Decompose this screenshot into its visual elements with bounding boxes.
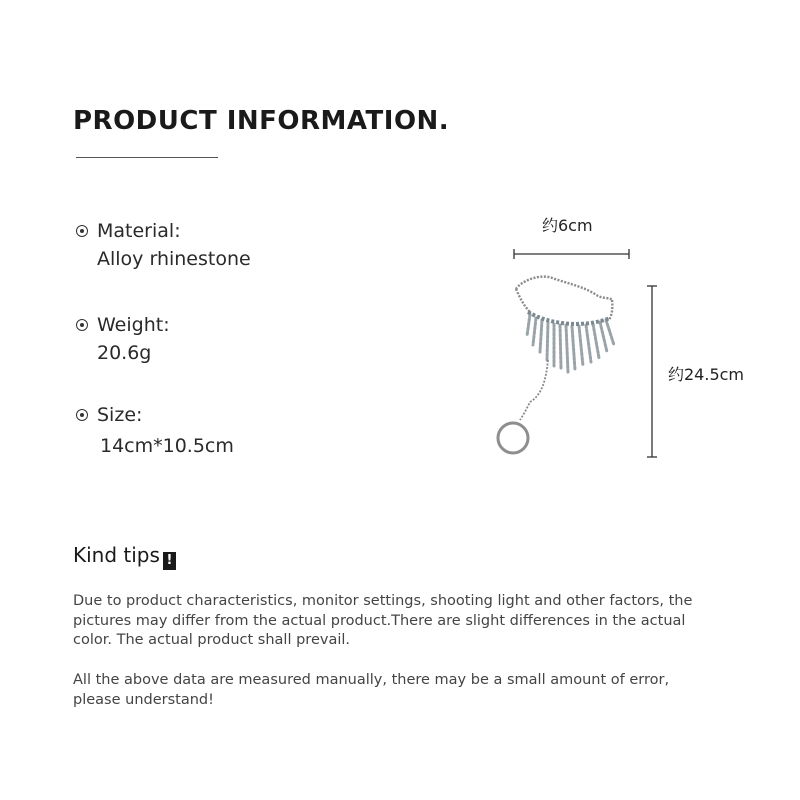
title-divider [76,157,218,158]
bullet-icon [76,409,88,421]
bullet-icon [76,225,88,237]
ring [498,423,528,453]
spec-size [76,404,234,457]
bracelet-band [528,312,610,324]
spec-material-value: Alloy rhinestone [97,248,251,270]
product-illustration [480,240,670,470]
spec-weight-value: 20.6g [97,342,152,364]
spec-size-label: Size: [97,404,143,426]
spec-material [76,220,251,270]
rhinestone-fringe [527,314,614,372]
page-title: PRODUCT INFORMATION. [73,106,450,136]
kind-tips-title: Kind tips [73,543,160,567]
spec-weight-label: Weight: [97,314,170,336]
tips-paragraph-1: Due to product characteristics, monitor settings, shooting light and other factors, the pictures may differ from the actual product.There are slight differences in the actual color. The actual product shall prevail. [73,593,693,648]
spec-material-label: Material: [97,220,181,242]
height-dimension-label: 约24.5cm [668,365,745,384]
width-dimension-label: 约6cm [542,216,593,235]
width-dimension-line [514,249,629,259]
spec-weight [76,314,170,364]
exclamation-icon: ! [163,552,176,570]
tips-paragraph-2: All the above data are measured manually, there may be a small amount of error, please understand! [73,672,670,708]
height-dimension-line [647,286,657,457]
spec-size-value: 14cm*10.5cm [100,435,234,457]
kind-tips-heading [73,543,176,570]
finger-chain [520,360,548,420]
bullet-icon [76,319,88,331]
